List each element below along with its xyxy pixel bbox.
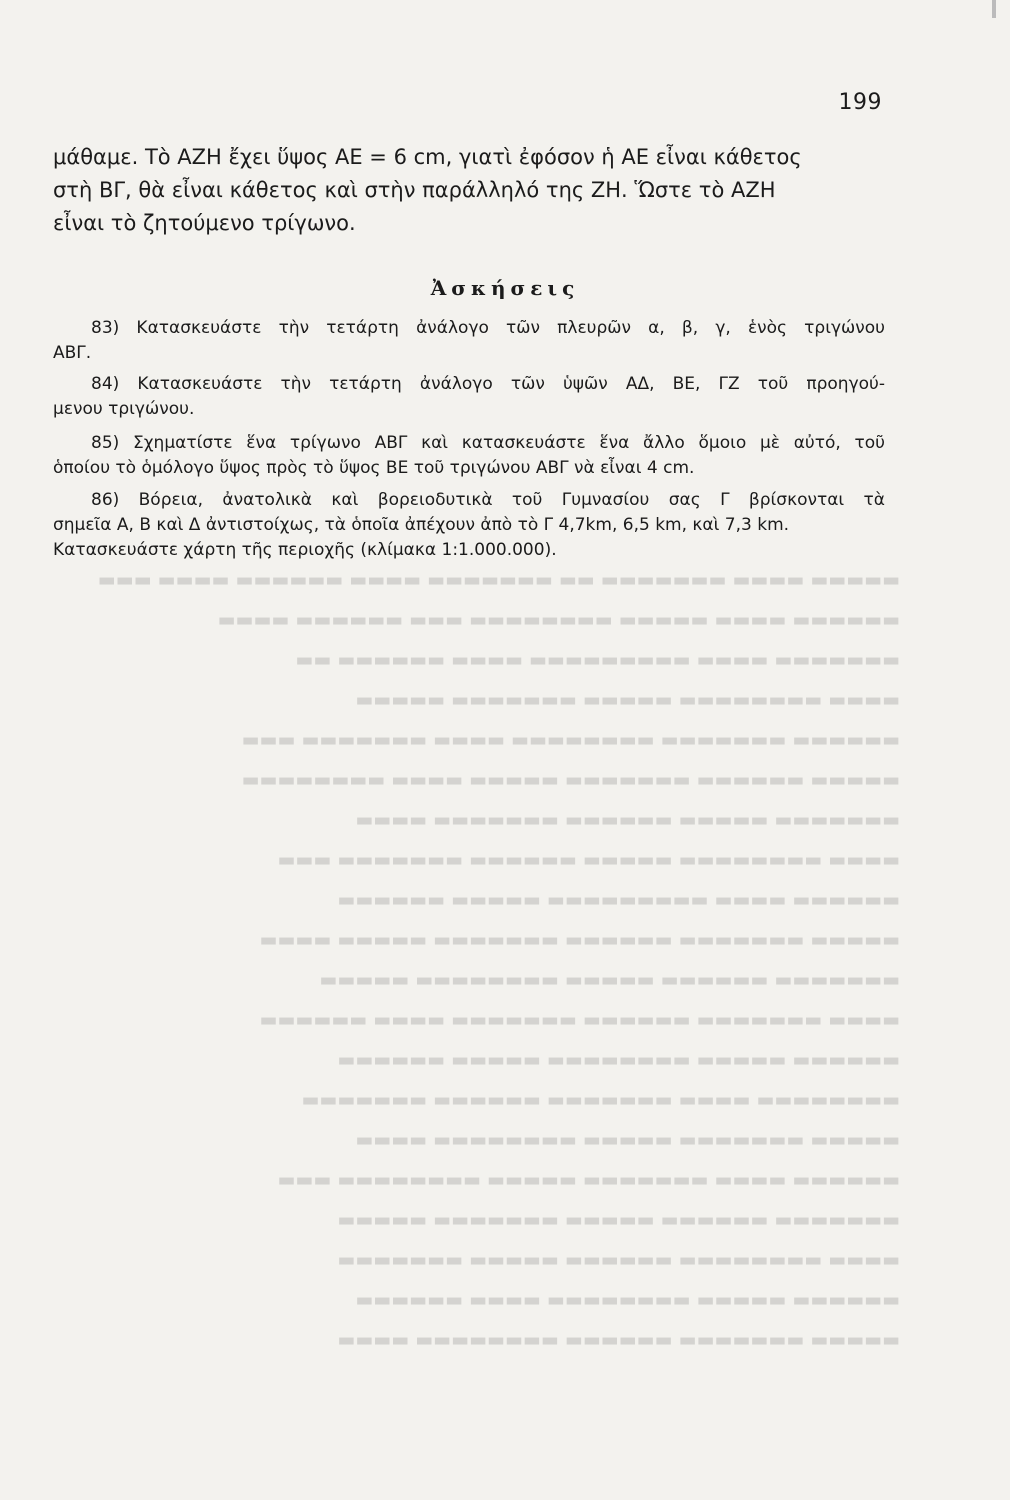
scan-edge-mark — [992, 0, 996, 18]
exercise-text: 85) Σχηματίστε ἕνα τρίγωνο ΑΒΓ καὶ κατασκευάστε ἕνα ἄλλο ὅμοιο μὲ αὐτό, τοῦ — [91, 433, 885, 453]
exercise-83 — [53, 316, 885, 366]
exercise-text: 83) Κατασκευάστε τὴν τετάρτη ἀνάλογο τῶν πλευρῶν α, β, γ, ἑνὸς τριγώνου — [91, 318, 885, 338]
exercises-heading: Ἀσκήσεις — [430, 276, 580, 300]
exercise-86 — [53, 488, 885, 563]
exercise-text-continuation: μενου τριγώνου. — [53, 399, 195, 419]
page-number: 199 — [838, 90, 882, 115]
intro-paragraph — [53, 141, 885, 240]
intro-line: μάθαμε. Τὸ ΑΖΗ ἔχει ὕψος ΑΕ = 6 cm, γιατὶ ἐφόσον ἡ ΑΕ εἶναι κάθετος — [53, 145, 802, 169]
exercise-text: 86) Βόρεια, ἀνατολικὰ καὶ βορειοδυτικὰ τοῦ Γυμνασίου σας Γ βρίσκονται τὰ — [91, 490, 885, 510]
exercise-text-continuation: σημεῖα Α, Β καὶ Δ ἀντιστοίχως, τὰ ὁποῖα ἀπέχουν ἀπὸ τὸ Γ 4,7km, 6,5 km, καὶ 7,3 km. — [53, 515, 790, 535]
bleed-through-texture: ▬▬▬▬▬ ▬▬▬▬ ▬▬▬▬▬▬▬ ▬▬ ▬▬▬▬▬▬▬ ▬▬▬▬ ▬▬▬▬▬▬ ▬▬▬▬ ▬▬▬ ▬▬▬▬▬▬ ▬▬▬▬ ▬▬▬▬▬ ▬▬▬▬▬▬▬▬ ▬▬▬ ▬▬▬▬▬▬ ▬▬▬▬ ▬▬▬▬▬▬▬ ▬▬▬▬ ▬▬▬▬▬▬▬▬▬ ▬▬▬▬ ▬▬▬▬▬▬ ▬▬ ▬▬▬▬ ▬▬▬▬▬▬▬▬ ▬▬▬▬▬ ▬▬▬▬▬▬▬ ▬▬▬▬▬ ▬▬▬▬▬▬ ▬▬▬▬▬▬▬ ▬▬▬▬▬▬▬▬ ▬▬▬▬ ▬▬▬▬▬▬▬ ▬▬▬ ▬▬▬▬▬ ▬▬▬▬▬▬ ▬▬▬▬▬▬▬ ▬▬▬▬▬ ▬▬▬▬ ▬▬▬▬▬▬▬▬ ▬▬▬▬▬▬▬ ▬▬▬▬▬ ▬▬▬▬▬▬ ▬▬▬▬▬▬▬ ▬▬▬▬ ▬▬▬▬ ▬▬▬▬▬▬▬▬ ▬▬▬▬▬ ▬▬▬▬▬▬ ▬▬▬▬▬▬▬ ▬▬▬ ▬▬▬▬▬▬ ▬▬▬▬ ▬▬▬▬▬▬▬▬▬ ▬▬▬▬▬ ▬▬▬▬▬▬ ▬▬▬▬▬ ▬▬▬▬▬▬▬ ▬▬▬▬▬▬ ▬▬▬▬▬▬▬ ▬▬▬▬▬ ▬▬▬▬ ▬▬▬▬▬▬▬ ▬▬▬▬▬▬ ▬▬▬▬▬ ▬▬▬▬▬▬▬▬ ▬▬▬▬▬ ▬▬▬▬ ▬▬▬▬▬▬▬ ▬▬▬▬▬▬ ▬▬▬▬▬▬▬ ▬▬▬▬ ▬▬▬▬▬▬ ▬▬▬▬▬▬ ▬▬▬▬▬ ▬▬▬▬▬▬▬▬ ▬▬▬▬▬ ▬▬▬▬▬▬ ▬▬▬▬▬▬▬▬ ▬▬▬▬ ▬▬▬▬▬▬▬ ▬▬▬▬▬▬ ▬▬▬▬▬▬▬ ▬▬▬▬▬ ▬▬▬▬▬▬▬ ▬▬▬▬▬ ▬▬▬▬▬▬▬▬ ▬▬▬▬ ▬▬▬▬▬▬ ▬▬▬▬ ▬▬▬▬▬▬▬ ▬▬▬▬▬ ▬▬▬▬▬▬▬▬ ▬▬▬ ▬▬▬▬▬▬▬ ▬▬▬▬▬▬ ▬▬▬▬▬ ▬▬▬▬▬▬▬ ▬▬▬▬▬ ▬▬▬▬ ▬▬▬▬▬▬▬▬ ▬▬▬▬▬▬ ▬▬▬▬▬ ▬▬▬▬▬▬▬ ▬▬▬▬▬▬ ▬▬▬▬▬ ▬▬▬▬▬▬▬▬ ▬▬▬▬ ▬▬▬▬▬▬ ▬▬▬▬▬ ▬▬▬▬▬▬▬ ▬▬▬▬▬▬ ▬▬▬▬▬▬▬▬ ▬▬▬▬ — [97, 569, 900, 1351]
exercise-text-continuation: ΑΒΓ. — [53, 343, 92, 363]
intro-line: στὴ ΒΓ, θὰ εἶναι κάθετος καὶ στὴν παράλληλό της ΖΗ. Ὥστε τὸ ΑΖΗ — [53, 178, 776, 202]
exercise-84 — [53, 372, 885, 422]
intro-line: εἶναι τὸ ζητούμενο τρίγωνο. — [53, 211, 356, 235]
exercise-text: 84) Κατασκευάστε τὴν τετάρτη ἀνάλογο τῶν ὑψῶν ΑΔ, ΒΕ, ΓΖ τοῦ προηγού- — [91, 374, 885, 394]
exercise-text-continuation: ὁποίου τὸ ὁμόλογο ὕψος πρὸς τὸ ὕψος ΒΕ τοῦ τριγώνου ΑΒΓ νὰ εἶναι 4 cm. — [53, 458, 695, 478]
exercise-85 — [53, 431, 885, 481]
exercise-text-continuation: Κατασκευάστε χάρτη τῆς περιοχῆς (κλίμακα 1:1.000.000). — [53, 540, 557, 560]
